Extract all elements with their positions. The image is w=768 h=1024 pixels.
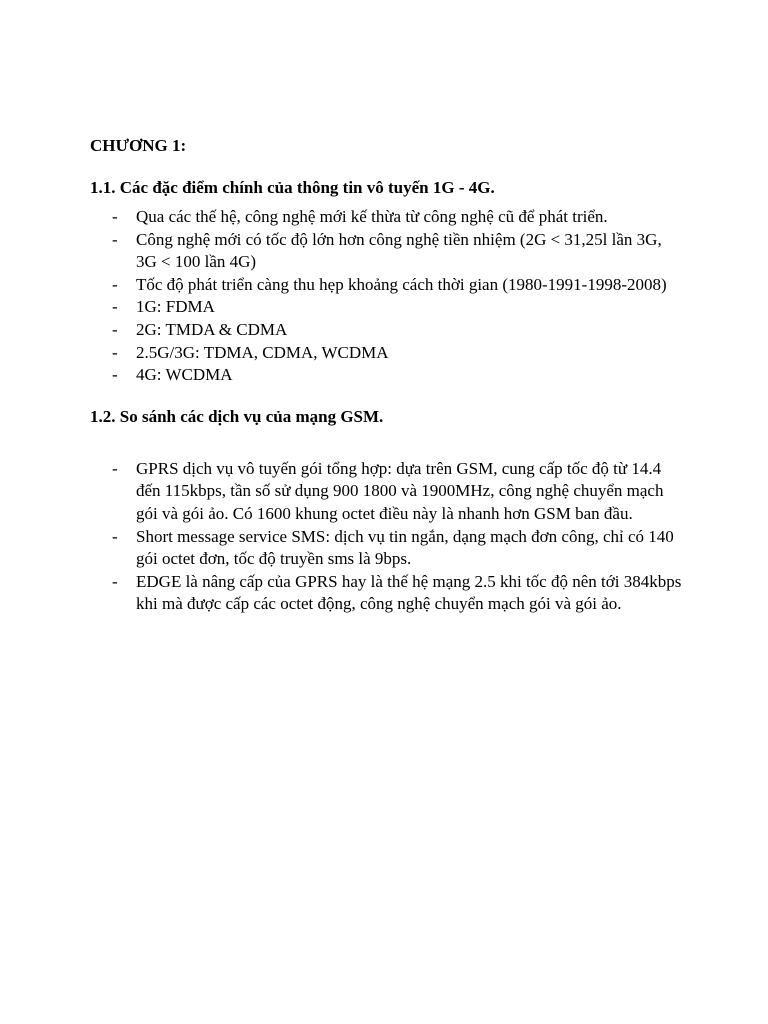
section-heading-1-2: 1.2. So sánh các dịch vụ của mạng GSM. xyxy=(90,406,384,426)
bullet-dash: - xyxy=(112,319,118,339)
list-item-text: GPRS dịch vụ vô tuyến gói tổng hợp: dựa trên GSM, cung cấp tốc độ từ 14.4 đến 115kbps, tần số sử dụng 900 1800 và 1900MHz, công nghệ chuyển mạch gói và gói ảo. Có 1600 khung octet điều này là nhanh hơn GSM ban đầu. xyxy=(136,458,664,523)
list-item xyxy=(90,206,682,229)
list-item-text: 2G: TMDA & CDMA xyxy=(136,319,288,339)
document-content xyxy=(90,135,690,616)
bullet-dash: - xyxy=(112,365,118,385)
list-item xyxy=(90,571,682,616)
list-item-text: Tốc độ phát triển càng thu hẹp khoảng cách thời gian (1980-1991-1998-2008) xyxy=(136,274,667,294)
list-item-text: 4G: WCDMA xyxy=(136,365,233,385)
list-item-text: Short message service SMS: dịch vụ tin ngắn, dạng mạch đơn công, chỉ có 140 gói octet đơn, tốc độ truyền sms là 9bps. xyxy=(136,526,674,569)
list-item xyxy=(90,319,682,342)
section-heading-1-1: 1.1. Các đặc điểm chính của thông tin vô tuyến 1G - 4G. xyxy=(90,178,495,197)
bullet-dash: - xyxy=(112,229,118,249)
bullet-dash: - xyxy=(112,571,118,591)
list-item xyxy=(90,274,682,297)
bullet-dash: - xyxy=(112,458,118,478)
list-item xyxy=(90,458,682,526)
list-item-text: Qua các thế hệ, công nghệ mới kế thừa từ công nghệ cũ để phát triển. xyxy=(136,207,608,226)
bullet-list-1-2 xyxy=(90,458,690,616)
bullet-dash: - xyxy=(112,297,118,317)
bullet-dash: - xyxy=(112,274,118,294)
list-item-text: 2.5G/3G: TDMA, CDMA, WCDMA xyxy=(136,342,389,362)
list-item-text: 1G: FDMA xyxy=(136,297,215,317)
bullet-dash: - xyxy=(112,207,118,226)
bullet-dash: - xyxy=(112,342,118,362)
list-item xyxy=(90,229,682,274)
list-item xyxy=(90,526,682,571)
list-item xyxy=(90,296,682,319)
bullet-list-1-1 xyxy=(90,206,690,387)
bullet-dash: - xyxy=(112,526,118,546)
chapter-title: CHƯƠNG 1: xyxy=(90,136,187,155)
list-item xyxy=(90,342,682,365)
list-item-text: Công nghệ mới có tốc độ lớn hơn công nghệ tiền nhiệm (2G < 31,25l lần 3G, 3G < 100 lần 4G) xyxy=(136,229,662,272)
list-item xyxy=(90,364,682,387)
list-item-text: EDGE là nâng cấp của GPRS hay là thế hệ mạng 2.5 khi tốc độ nên tới 384kbps khi mà được cấp các octet động, công nghệ chuyển mạch gói và gói ảo. xyxy=(136,571,682,614)
